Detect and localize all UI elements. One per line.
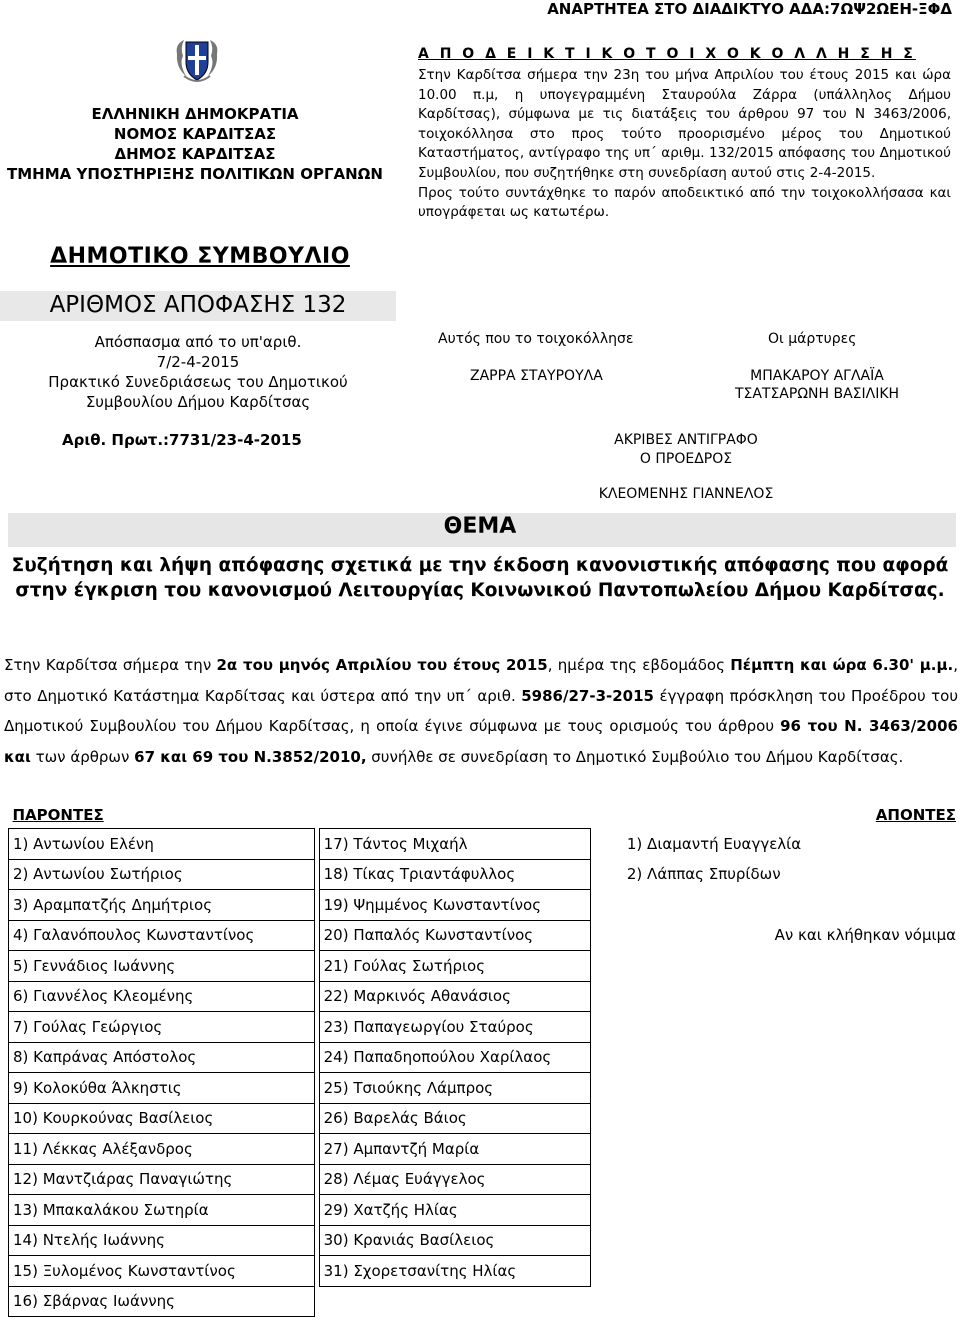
table-row <box>9 890 957 921</box>
subject-text: Συζήτηση και λήψη απόφασης σχετικά με την έκδοση κανονιστικής απόφασης που αφορά στην έγκριση του κανονισμού Λειτουργίας Κοινωνικού Παντοπωλείου Δήμου Καρδίτσας. <box>11 555 949 601</box>
poster-name: ΖΑΡΡΑ ΣΤΑΥΡΟΥΛΑ <box>470 368 603 384</box>
present-member: 9) Κολοκύθα Άλκηστις <box>9 1073 315 1104</box>
ada-banner: ΑΝΑΡΤΗΤΕΑ ΣΤΟ ΔΙΑΔΙΚΤΥΟ ΑΔΑ:7ΩΨ2ΩΕΗ-ΞΦΔ <box>547 0 952 18</box>
present-heading: ΠΑΡΟΝΤΕΣ <box>12 806 104 824</box>
table-row <box>9 1073 957 1104</box>
table-row <box>9 1012 957 1043</box>
table-row <box>9 1256 957 1287</box>
present-member: 27) Αμπαντζή Μαρία <box>319 1134 590 1165</box>
present-member: 26) Βαρελάς Βάιος <box>319 1103 590 1134</box>
issuer-municipality: ΔΗΜΟΣ ΚΑΡΔΙΤΣΑΣ <box>114 145 276 163</box>
intro-text: έγγραφη πρόσκληση του Προέδρου του Δημοτικού Συμβουλίου του Δήμου Καρδίτσας, η οποία έγινε σύμφωνα με τους ορισμούς του άρθρου <box>4 686 959 736</box>
issuer-prefecture: ΝΟΜΟΣ ΚΑΡΔΙΤΣΑΣ <box>113 125 277 143</box>
present-member: 13) Μπακαλάκου Σωτηρία <box>9 1195 315 1226</box>
table-row <box>9 859 957 890</box>
table-row <box>9 1042 957 1073</box>
present-member: 30) Κρανιάς Βασίλειος <box>319 1225 590 1256</box>
intro-text: των άρθρων <box>30 747 135 766</box>
invitation-number: 5986/27-3-2015 <box>521 686 654 705</box>
table-row <box>9 1286 957 1317</box>
present-member: 22) Μαρκινός Αθανάσιος <box>319 981 590 1012</box>
present-member: 2) Αντωνίου Σωτήριος <box>9 859 315 890</box>
absence-note: Αν και κλήθηκαν νόμιμα <box>774 926 956 945</box>
present-member: 1) Αντωνίου Ελένη <box>9 829 315 860</box>
posting-certificate-title: Α Π Ο Δ Ε Ι Κ Τ Ι Κ Ο Τ Ο Ι Χ Ο Κ Ο Λ Λ Η Σ Η Σ <box>418 46 916 62</box>
intro-text: , στο Δημοτικό Κατάστημα Καρδίτσας και ύστερα από την υπ΄ αριθ. <box>4 656 959 705</box>
meeting-day-time: Πέμπτη και ώρα 6.30' μ.μ. <box>730 656 954 674</box>
issuer-department: ΤΜΗΜΑ ΥΠΟΣΤΗΡΙΞΗΣ ΠΟΛΙΤΙΚΩΝ ΟΡΓΑΝΩΝ <box>7 165 383 183</box>
present-member: 20) Παπαλός Κωνσταντίνος <box>319 920 590 951</box>
posting-certificate-body <box>418 66 951 223</box>
present-member: 28) Λέμας Ευάγγελος <box>319 1164 590 1195</box>
excerpt-line: Πρακτικό Συνεδριάσεως του Δημοτικού <box>48 373 348 391</box>
present-member: 11) Λέκκας Αλέξανδρος <box>9 1134 315 1165</box>
table-row <box>9 951 957 982</box>
absent-member: 2) Λάππας Σπυρίδων <box>626 865 781 884</box>
issuer-block <box>0 104 390 184</box>
greek-coat-of-arms-icon <box>172 36 222 84</box>
minutes-excerpt <box>0 332 396 412</box>
present-member: 15) Ξυλομένος Κωνσταντίνος <box>9 1256 315 1287</box>
present-member: 23) Παπαγεωργίου Σταύρος <box>319 1012 590 1043</box>
present-member: 3) Αραμπατζής Δημήτριος <box>9 890 315 921</box>
protocol-number: Αριθ. Πρωτ.:7731/23-4-2015 <box>62 431 302 449</box>
president-label: Ο ΠΡΟΕΔΡΟΣ <box>639 451 733 467</box>
present-member: 14) Ντελής Ιωάννης <box>9 1225 315 1256</box>
table-row <box>9 1195 957 1226</box>
table-row <box>9 1103 957 1134</box>
table-row <box>9 829 957 860</box>
excerpt-line: 7/2-4-2015 <box>156 353 240 371</box>
excerpt-line: Απόσπασμα από το υπ'αριθ. <box>94 333 302 351</box>
table-row <box>9 920 957 951</box>
table-row <box>9 1164 957 1195</box>
posting-paragraph: Στην Καρδίτσα σήμερα την 23η του μήνα Απριλίου του έτους 2015 και ώρα 10.00 π.μ, η υπογεγραμμένη Σταυρούλα Ζάρρα (υπάλληλος Δήμου Καρδίτσας), σύμφωνα με τις διατάξεις του άρθρου 97 του Ν 3463/2006, τοιχοκόλλησα στο προς τούτο προορισμένο μέρος του Δημοτικού Καταστήματος, αντίγραφο της υπ΄ αριθμ. 132/2015 απόφασης του Δημοτικού Συμβουλίου, που συζητήθηκε στη συνεδρίαση αυτού στις 2-4-2015. <box>418 67 951 181</box>
present-member: 18) Τίκας Τριαντάφυλλος <box>319 859 590 890</box>
law-reference: 96 του Ν. 3463/2006 και <box>4 717 958 766</box>
present-member: 19) Ψημμένος Κωνσταντίνος <box>319 890 590 921</box>
present-member: 8) Καπράνας Απόστολος <box>9 1042 315 1073</box>
posting-paragraph: Προς τούτο συντάχθηκε το παρόν αποδεικτικό από την τοιχοκολλήσασα και υπογράφεται ως κατωτέρω. <box>418 184 951 221</box>
decision-number: ΑΡΙΘΜΟΣ ΑΠΟΦΑΣΗΣ 132 <box>49 292 347 318</box>
intro-text: , ημέρα της εβδομάδος <box>547 656 731 674</box>
present-member: 7) Γούλας Γεώργιος <box>9 1012 315 1043</box>
issuer-country: ΕΛΛΗΝΙΚΗ ΔΗΜΟΚΡΑΤΙΑ <box>91 105 299 123</box>
present-member: 5) Γεννάδιος Ιωάννης <box>9 951 315 982</box>
present-member: 29) Χατζής Ηλίας <box>319 1195 590 1226</box>
meeting-date: 2α του μηνός Απριλίου του έτους 2015 <box>216 656 548 674</box>
table-row <box>9 1225 957 1256</box>
present-member: 16) Σβάρνας Ιωάννης <box>9 1286 315 1317</box>
present-member: 10) Κουρκούνας Βασίλειος <box>9 1103 315 1134</box>
certified-copy-block <box>566 431 806 469</box>
excerpt-line: Συμβουλίου Δήμου Καρδίτσας <box>85 393 311 411</box>
present-member: 17) Τάντος Μιχαήλ <box>319 829 590 860</box>
absent-heading: ΑΠΟΝΤΕΣ <box>875 806 956 825</box>
present-member: 31) Σχορετσανίτης Ηλίας <box>319 1256 590 1287</box>
attendance-table <box>8 802 957 1317</box>
intro-text: Στην Καρδίτσα σήμερα την <box>4 656 217 674</box>
witness-name: ΤΣΑΤΣΑΡΩΝΗ ΒΑΣΙΛΙΚΗ <box>734 386 900 402</box>
intro-text: συνήλθε σε συνεδρίαση το Δημοτικό Συμβούλιο του Δήμου Καρδίτσας. <box>366 747 904 766</box>
table-row <box>9 1134 957 1165</box>
attendance-header-row <box>9 802 957 829</box>
table-row <box>9 981 957 1012</box>
witnesses-label: Οι μάρτυρες <box>768 331 857 347</box>
meeting-intro-paragraph <box>4 650 958 772</box>
present-member: 6) Γιαννέλος Κλεομένης <box>9 981 315 1012</box>
present-member: 24) Παπαδηοπούλου Χαρίλαος <box>319 1042 590 1073</box>
subject-heading: ΘΕΜΑ <box>443 514 517 539</box>
absent-member: 1) Διαμαντή Ευαγγελία <box>626 834 802 853</box>
present-member: 25) Τσιούκης Λάμπρος <box>319 1073 590 1104</box>
law-reference: 67 και 69 του Ν.3852/2010, <box>134 747 367 766</box>
present-member: 21) Γούλας Σωτήριος <box>319 951 590 982</box>
present-member: 12) Μαντζιάρας Παναγιώτης <box>9 1164 315 1195</box>
president-name: ΚΛΕΟΜΕΝΗΣ ΓΙΑΝΝΕΛΟΣ <box>598 486 774 502</box>
council-heading: ΔΗΜΟΤΙΚΟ ΣΥΜΒΟΥΛΙΟ <box>50 244 350 269</box>
poster-label: Αυτός που το τοιχοκόλλησε <box>438 331 634 347</box>
present-member: 4) Γαλανόπουλος Κωνσταντίνος <box>9 920 315 951</box>
certified-copy-label: ΑΚΡΙΒΕΣ ΑΝΤΙΓΡΑΦΟ <box>614 432 758 448</box>
witness-name: ΜΠΑΚΑΡΟΥ ΑΓΛΑΪΑ <box>750 368 884 384</box>
